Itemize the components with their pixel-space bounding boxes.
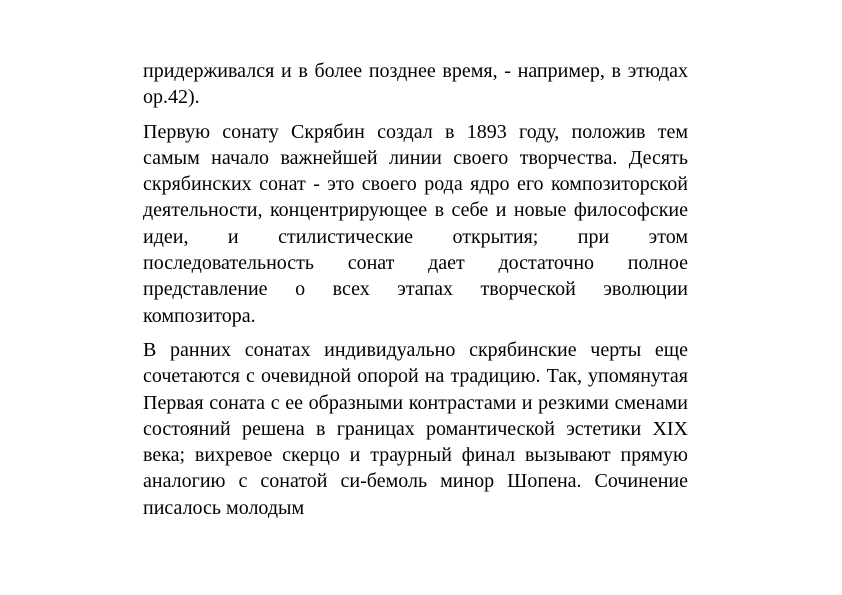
paragraph-first-sonata: Первую сонату Скрябин создал в 1893 году, положив тем самым начало важнейшей линии своего творчества. Десять скрябинских сонат - это своего рода ядро его композиторской деятельности, концентрирующее в себе и новые философские идеи, и стилистические открытия; при этом последовательность сонат дает достаточно полное представление о всех этапах творческой эволюции композитора. [143, 120, 688, 327]
paragraph-early-sonatas: В ранних сонатах индивидуально скрябинские черты еще сочетаются с очевидной опорой на традицию. Так, упомянутая Первая соната с ее образными контрастами и резкими сменами состояний решена в границах романтической эстетики XIX века; вихревое скерцо и траурный финал вызывают прямую аналогию с сонатой си-бемоль минор Шопена. Сочинение писалось молодым [143, 338, 688, 519]
text-column [143, 58, 688, 529]
paragraph-continuation: придерживался и в более позднее время, - например, в этюдах ор.42). [143, 60, 688, 109]
